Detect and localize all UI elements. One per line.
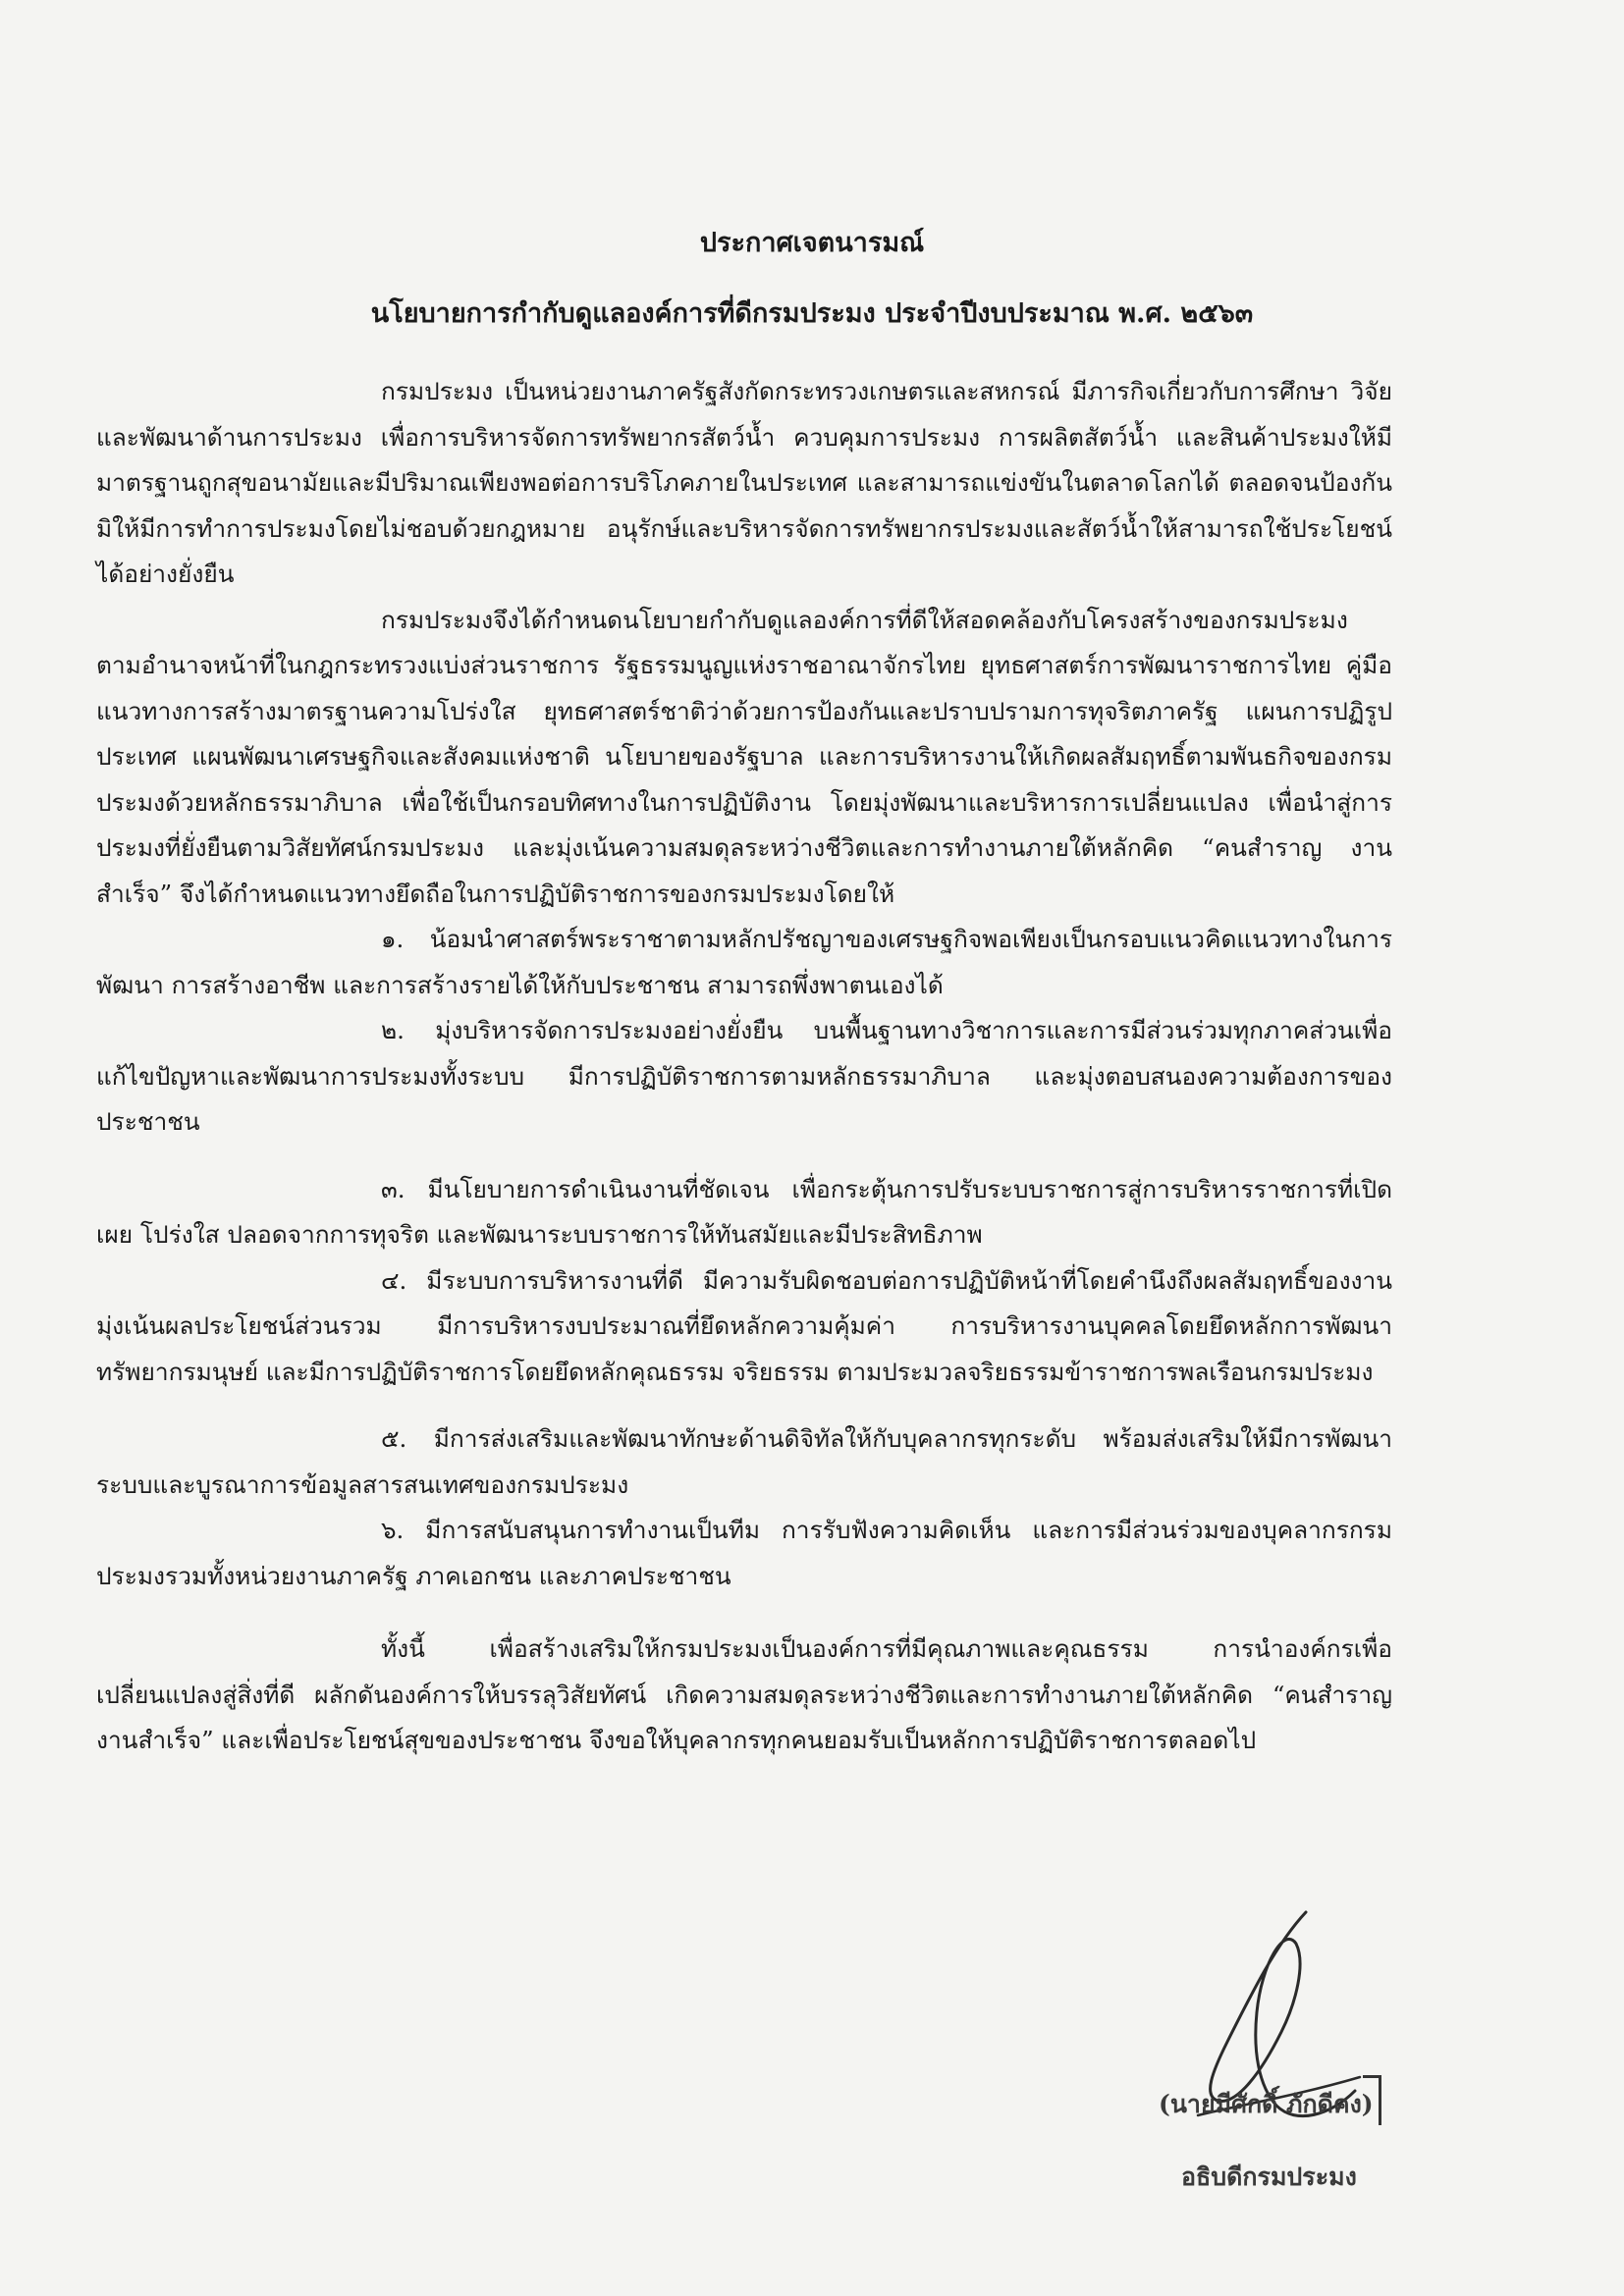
document-subtitle: นโยบายการกำกับดูแลองค์การที่ดีกรมประมง ประจำปีงบประมาณ พ.ศ. ๒๕๖๓ xyxy=(370,298,1254,329)
document-title: ประกาศเจตนารมณ์ xyxy=(699,228,925,258)
paragraph-item-6: ๖. มีการสนับสนุนการทำงานเป็นทีม การรับฟังความคิดเห็น และการมีส่วนร่วมของบุคลากรกรมประมงรวมทั้งหน่วยงานภาครัฐ ภาคเอกชน และภาคประชาชน xyxy=(96,1516,1392,1590)
paragraph-item-3: ๓. มีนโยบายการดำเนินงานที่ชัดเจน เพื่อกระตุ้นการปรับระบบราชการสู่การบริหารราชการที่เปิดเผย โปร่งใส ปลอดจากการทุจริต และพัฒนาระบบราชการให้ทันสมัยและมีประสิทธิภาพ xyxy=(96,1174,1392,1249)
signatory-title: อธิบดีกรมประมง xyxy=(1181,2163,1357,2191)
paragraph-conclusion: ทั้งนี้ เพื่อสร้างเสริมให้กรมประมงเป็นองค์การที่มีคุณภาพและคุณธรรม การนำองค์กรเพื่อเปลี่ยนแปลงสู่สิ่งที่ดี ผลักดันองค์การให้บรรลุวิสัยทัศน์ เกิดความสมดุลระหว่างชีวิตและการทำงานภายใต้หลักคิด “คนสำราญ งานสำเร็จ” และเพื่อประโยชน์สุขของประชาชน จึงขอให้บุคลากรทุกคนยอมรับเป็นหลักการปฏิบัติราชการตลอดไป xyxy=(96,1634,1392,1754)
paragraph-policy: กรมประมงจึงได้กำหนดนโยบายกำกับดูแลองค์การที่ดีให้สอดคล้องกับโครงสร้างของกรมประมงตามอำนาจหน้าที่ในกฎกระทรวงแบ่งส่วนราชการ รัฐธรรมนูญแห่งราชอาณาจักรไทย ยุทธศาสตร์การพัฒนาราชการไทย คู่มือแนวทางการสร้างมาตรฐานความโปร่งใส ยุทธศาสตร์ชาติว่าด้วยการป้องกันและปราบปรามการทุจริตภาครัฐ แผนการปฏิรูปประเทศ แผนพัฒนาเศรษฐกิจและสังคมแห่งชาติ นโยบายของรัฐบาล และการบริหารงานให้เกิดผลสัมฤทธิ์ตามพันธกิจของกรมประมงด้วยหลักธรรมาภิบาล เพื่อใช้เป็นกรอบทิศทางในการปฏิบัติงาน โดยมุ่งพัฒนาและบริหารการเปลี่ยนแปลง เพื่อนำสู่การประมงที่ยั่งยืนตามวิสัยทัศน์กรมประมง และมุ่งเน้นความสมดุลระหว่างชีวิตและการทำงานภายใต้หลักคิด “คนสำราญ งานสำเร็จ” จึงได้กำหนดแนวทางยึดถือในการปฏิบัติราชการของกรมประมงโดยให้ xyxy=(96,605,1392,908)
paragraph-item-1: ๑. น้อมนำศาสตร์พระราชาตามหลักปรัชญาของเศรษฐกิจพอเพียงเป็นกรอบแนวคิดแนวทางในการพัฒนา การสร้างอาชีพ และการสร้างรายได้ให้กับประชาชน สามารถพึ่งพาตนเองได้ xyxy=(96,925,1392,999)
signatory-name: (นายมีศักดิ์ ภักดีคง) xyxy=(1159,2090,1374,2118)
paragraph-item-5: ๕. มีการส่งเสริมและพัฒนาทักษะด้านดิจิทัลให้กับบุคลากรทุกระดับ พร้อมส่งเสริมให้มีการพัฒนาระบบและบูรณาการข้อมูลสารสนเทศของกรมประมง xyxy=(96,1424,1392,1499)
document-body xyxy=(96,369,1392,1764)
paragraph-intro: กรมประมง เป็นหน่วยงานภาครัฐสังกัดกระทรวงเกษตรและสหกรณ์ มีภารกิจเกี่ยวกับการศึกษา วิจัย และพัฒนาด้านการประมง เพื่อการบริหารจัดการทรัพยากรสัตว์น้ำ ควบคุมการประมง การผลิตสัตว์น้ำ และสินค้าประมงให้มีมาตรฐานถูกสุขอนามัยและมีปริมาณเพียงพอต่อการบริโภคภายในประเทศ และสามารถแข่งขันในตลาดโลกได้ ตลอดจนป้องกันมิให้มีการทำการประมงโดยไม่ชอบด้วยกฎหมาย อนุรักษ์และบริหารจัดการทรัพยากรประมงและสัตว์น้ำให้สามารถใช้ประโยชน์ได้อย่างยั่งยืน xyxy=(96,377,1392,588)
paragraph-item-4: ๔. มีระบบการบริหารงานที่ดี มีความรับผิดชอบต่อการปฏิบัติหน้าที่โดยคำนึงถึงผลสัมฤทธิ์ของงาน มุ่งเน้นผลประโยชน์ส่วนรวม มีการบริหารงบประมาณที่ยึดหลักความคุ้มค่า การบริหารงานบุคคลโดยยึดหลักการพัฒนาทรัพยากรมนุษย์ และมีการปฏิบัติราชการโดยยึดหลักคุณธรรม จริยธรรม ตามประมวลจริยธรรมข้าราชการพลเรือนกรมประมง xyxy=(96,1265,1392,1386)
paragraph-item-2: ๒. มุ่งบริหารจัดการประมงอย่างยั่งยืน บนพื้นฐานทางวิชาการและการมีส่วนร่วมทุกภาคส่วนเพื่อแก้ไขปัญหาและพัฒนาการประมงทั้งระบบ มีการปฏิบัติราชการตามหลักธรรมาภิบาล และมุ่งตอบสนองความต้องการของประชาชน xyxy=(96,1016,1392,1136)
